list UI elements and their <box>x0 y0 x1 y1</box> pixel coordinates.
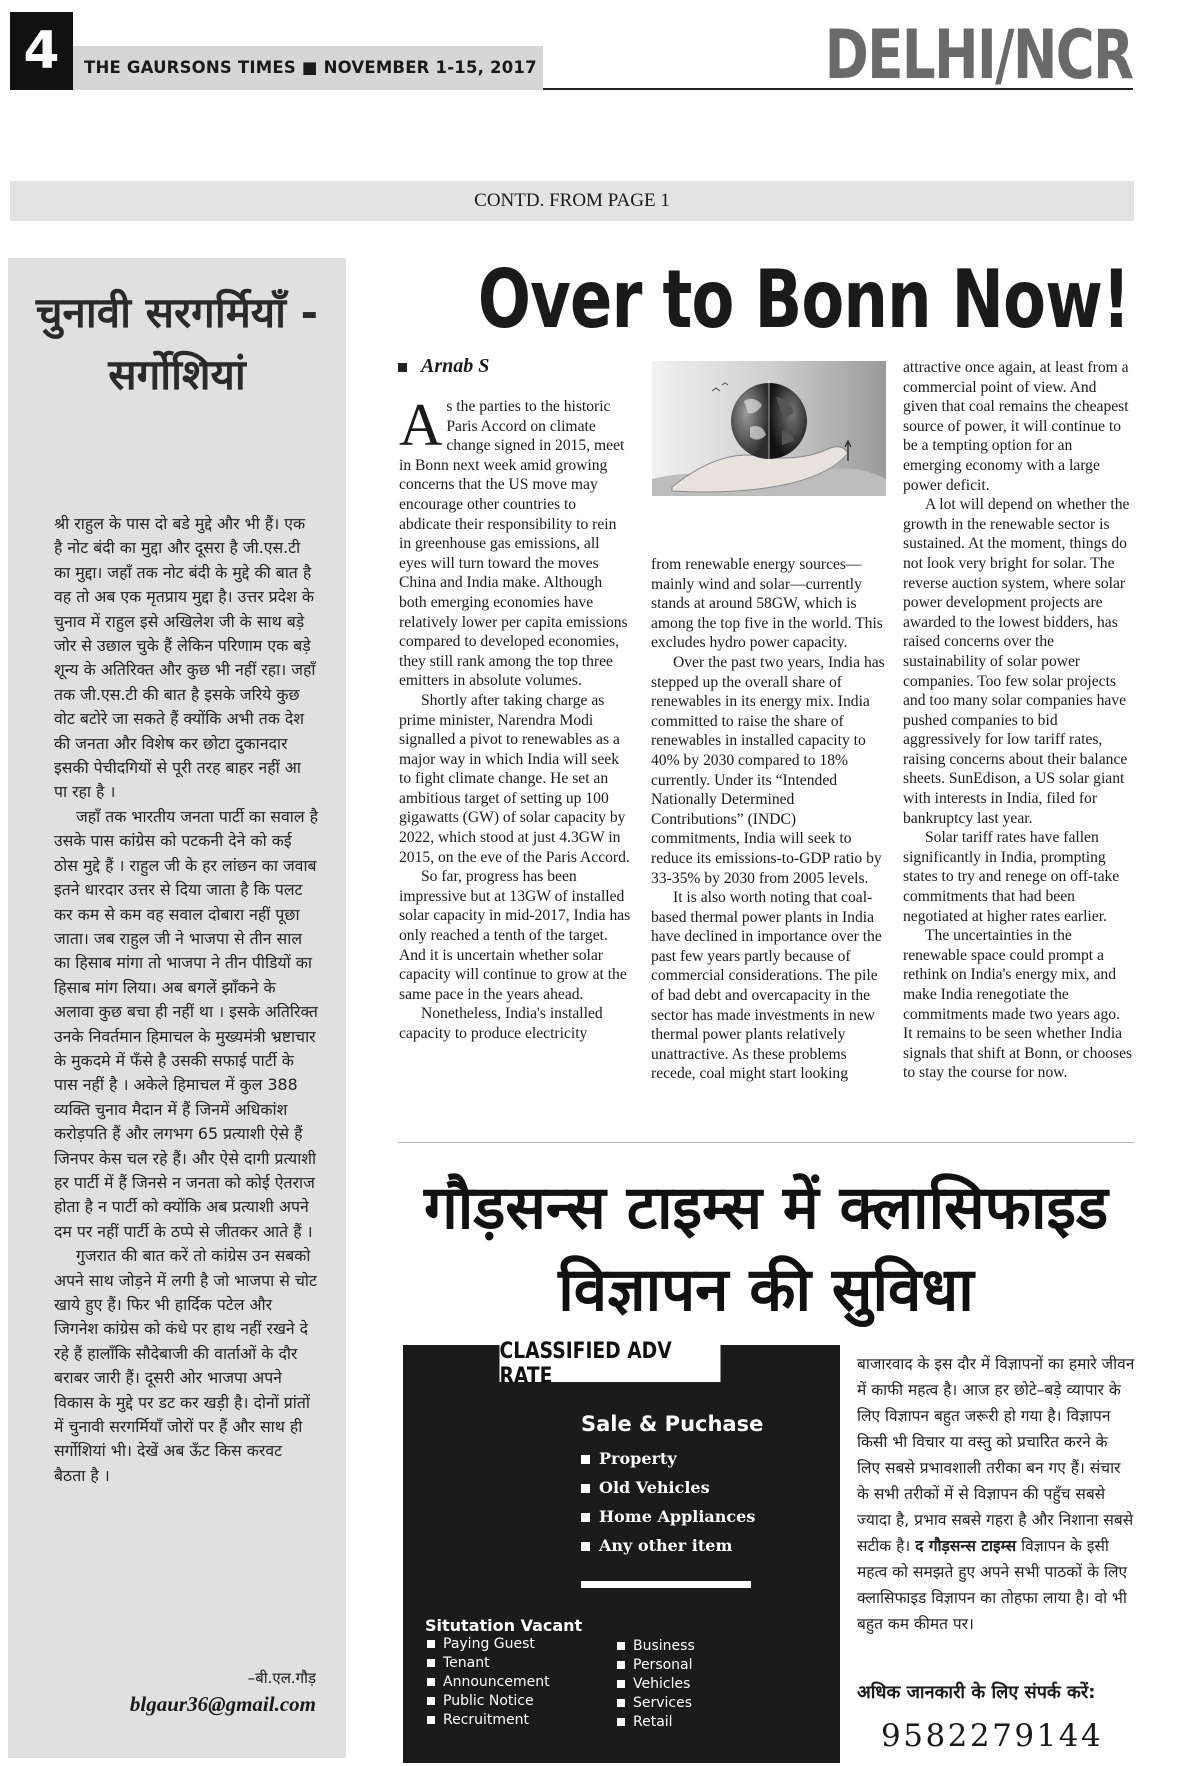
promo-line-2: विज्ञापन की सुविधा <box>558 1255 974 1325</box>
bullet-icon <box>581 1455 590 1464</box>
article-paragraph: Over the past two years, India has stepped up the overall share of renewables in its energy mix. India committed to raise the share of renewables in installed capacity to 40% by 2030 compared to 18% currently. Under its “Intended Nationally Determined Contributions” (INDC) commitments, India will seek to reduce its emissions-to-GDP ratio by 33-35% by 2030 from 2005 levels. <box>651 653 885 887</box>
list-item: Home Appliances <box>581 1502 755 1531</box>
ad-tail: विज्ञापन के इसी महत्व को समझते हुए अपने सभी पाठकों के लिए क्लासिफाइड विज्ञापन का तोहफा लाया है। वो भी बहुत कम कीमत पर। <box>857 1537 1128 1633</box>
article-headline: Over to Bonn Now! <box>477 253 1130 346</box>
ad-body: बाजारवाद के इस दौर में विज्ञापनों का हमारे जीवन में काफी महत्व है। आज हर छोटे–बड़े व्यापार के लिए विज्ञापन बहुत जरूरी हो गया है। विज्ञापन किसी भी विचार या वस्तु को प्रचारित करने के लिए सबसे प्रभावशाली तरीका बन गए हैं। संचार के सभी तरीकों में से विज्ञापन की पहुँच सबसे ज्यादा है, प्रभाव सबसे गहरा है और निशाना सबसे सटीक है। <box>857 1355 1135 1555</box>
section-divider <box>398 1142 1134 1143</box>
situation-list-right <box>617 1637 695 1732</box>
situation-list-left <box>427 1635 550 1730</box>
column-email[interactable]: blgaur36@gmail.com <box>129 1692 316 1716</box>
page-number: 4 <box>10 12 73 90</box>
byline-bullet <box>398 363 407 372</box>
bullet-icon <box>617 1642 625 1650</box>
list-item: Business <box>617 1637 695 1656</box>
earth-in-hands-image <box>652 361 886 496</box>
article-paragraph: from renewable energy sources—mainly wind and solar—currently stands at around 58GW, which is among the top five in the world. This excludes hydro power capacity. <box>651 556 883 652</box>
sale-purchase-title: Sale & Puchase <box>581 1412 764 1436</box>
list-item: Announcement <box>427 1673 550 1692</box>
bullet-icon <box>427 1640 435 1648</box>
list-item: Personal <box>617 1656 695 1675</box>
classified-description <box>857 1351 1135 1637</box>
bullet-icon <box>581 1513 590 1522</box>
article-column-3 <box>903 358 1133 1083</box>
column-heading: चुनावी सरगर्मियाँ - सर्गोशियां <box>35 288 319 399</box>
ad-brand: द गौड़सन्स टाइम्स <box>915 1537 1017 1555</box>
article-paragraph: So far, progress has been impressive but at 13GW of installed solar capacity in mid-2017, India has only reached a tenth of the target. And it is uncertain whether solar capacity will continue to grow at the same pace in the years ahead. <box>399 868 631 1003</box>
classified-divider <box>581 1581 751 1588</box>
article-column-2 <box>651 555 885 1084</box>
publication-line: THE GAURSONS TIMES ■ NOVEMBER 1-15, 2017 <box>84 58 537 77</box>
article-column-1 <box>399 392 631 1044</box>
article-paragraph: Nonetheless, India's installed capacity to produce electricity <box>399 1005 603 1042</box>
list-item: Services <box>617 1694 695 1713</box>
article-paragraph: The uncertainties in the renewable space could prompt a rethink on India's energy mix, and make India renegotiate the commitments made two years ago. It remains to be seen whether India signals that shift at Bonn, or chooses to stay the course for now. <box>903 927 1133 1082</box>
article-paragraph: Shortly after taking charge as prime minister, Narendra Modi signalled a pivot to renewables as a major way in which India will seek to fight climate change. He set an ambitious target of setting up 100 gigawatts (GW) of solar capacity by 2022, which stood at just 4.3GW in 2015, on the eve of the Paris Accord. <box>399 691 630 866</box>
column-body <box>54 512 318 1488</box>
region-title: DELHI/NCR <box>824 16 1132 95</box>
list-item: Property <box>581 1444 755 1473</box>
column-paragraph: श्री राहुल के पास दो बडे मुद्दे और भी हैं। एक है नोट बंदी का मुद्दा और दूसरा है जी.एस.टी का मुद्दा। जहाँ तक नोट बंदी के मुद्दे की बात है वह तो अब एक मृतप्राय मुद्दा है। उत्तर प्रदेश के चुनाव में राहुल इसे अखिलेश जी के साथ बड़े जोर से उछाल चुके हैं लेकिन परिणाम एक बड़े शून्य के अतिरिक्त और कुछ भी नहीं रहा। जहाँ तक जी.एस.टी की बात है इसके जरिये कुछ वोट बटोरे जा सकते हैं क्योंकि अभी तक देश की जनता और विशेष कर छोटा दुकानदार इसकी पेचीदगियों से पूरी तरह बाहर नहीं आ पा रहा है । <box>54 514 316 802</box>
article-paragraph: attractive once again, at least from a commercial point of view. And given that coal remains the cheapest source of power, it will continue to be a tempting option for an emerging economy with a large power deficit. <box>903 359 1129 494</box>
list-item: Recruitment <box>427 1711 550 1730</box>
earth-illustration <box>652 361 886 496</box>
contact-phone[interactable]: 9582279144 <box>881 1718 1104 1754</box>
classified-promo-heading <box>398 1167 1134 1331</box>
bullet-icon <box>581 1484 590 1493</box>
list-item: Old Vehicles <box>581 1473 755 1502</box>
bullet-icon <box>427 1678 435 1686</box>
column-paragraph: गुजरात की बात करें तो कांग्रेस उन सबको अपने साथ जोड़ने में लगी है जो भाजपा से चोट खाये हुए हैं। फिर भी हार्दिक पटेल और जिगनेश कांग्रेस को कंधे पर हाथ नहीं रखने दे रहे हैं हालाँकि सौदेबाजी की वार्ताओं के दौर बराबर जारी हैं। दूसरी ओर भाजपा अपने विकास के मुद्दे पर डट कर खड़ी है। दोनों प्रांतों में चुनावी सरगर्मियाँ जोरों पर हैं और साथ ही सर्गोशियां भी। देखें अब ऊँट किस करवट बैठता है । <box>54 1246 317 1485</box>
article-paragraph: As the parties to the historic Paris Accord on climate change signed in 2015, meet in Bonn next week amid growing concerns that the US move may encourage other countries to abdicate their responsibility to rein in greenhouse gas emissions, all eyes will turn toward the moves China and India make. Although both emerging economies have relatively lower per capita emissions compared to developed economies, they still rank among the top three emitters in absolute volumes. <box>399 392 628 690</box>
bullet-icon <box>617 1718 625 1726</box>
drop-cap: A <box>399 392 443 458</box>
sale-purchase-list <box>581 1444 755 1560</box>
classified-rate-title: CLASSIFIED ADV RATE <box>500 1345 721 1382</box>
list-item: Retail <box>617 1713 695 1732</box>
article-paragraph: It is also worth noting that coal-based thermal power plants in India have declined in importance over the past few years partly because of commercial considerations. The pile of bad debt and overcapacity in the sector has made investments in new thermal power plants relatively unattractive. As these problems recede, coal might start looking <box>651 889 882 1083</box>
bullet-icon <box>617 1661 625 1669</box>
bullet-icon <box>427 1716 435 1724</box>
list-item: Public Notice <box>427 1692 550 1711</box>
list-item: Any other item <box>581 1531 755 1560</box>
column-signature: –बी.एल.गौड़ <box>247 1669 316 1687</box>
continued-banner <box>10 181 1134 221</box>
article-byline <box>398 355 489 378</box>
bullet-icon <box>581 1542 590 1551</box>
article-paragraph: A lot will depend on whether the growth in the renewable sector is sustained. At the moment, things do not look very bright for solar. The reverse auction system, where solar power development projects are awarded to the lowest bidders, has raised concerns over the sustainability of solar power companies. Too few solar projects and too many solar companies have pushed companies to bid aggressively for low tariff rates, raising concerns about their balance sheets. SunEdison, a US solar giant with interests in India, filed for bankruptcy last year. <box>903 496 1130 827</box>
column-paragraph: जहाँ तक भारतीय जनता पार्टी का सवाल है उसके पास कांग्रेस को पटकनी देने को कई ठोस मुद्दे हैं । राहुल जी के हर लांछन का जवाब इतने धारदार उत्तर से दिया जाता है कि पलट कर कम से कम वह सवाल दोबारा नहीं पूछा जाता। जब राहुल जी ने भाजपा से तीन साल का हिसाब मांगा तो भाजपा ने तीन पीडियों का हिसाब मांग लिया। अब बगलें झाँकने के अलावा कुछ बचा ही नहीं था । इसके अतिरिक्त उनके निवर्तमान हिमाचल के मुख्यमंत्री भ्रष्टाचार के मुकदमे में फँसे है उसकी सफाई पार्टी के पास नहीं है । अकेले हिमाचल में कुल 388 व्यक्ति चुनाव मैदान में हैं जिनमें अधिकांश करोड़पति हैं और लगभग 65 प्रत्याशी ऐसे हैं जिनपर केस चल रहे हैं। और ऐसे दागी प्रत्याशी हर पार्टी में हैं जिनसे न जनता को कोई ऐतराज होता है न पार्टी को क्योंकि अब प्रत्याशी अपने दम पर नहीं पार्टी के ठप्पे से जीतकर आते हैं । <box>54 806 318 1241</box>
list-item: Vehicles <box>617 1675 695 1694</box>
article-paragraph: Solar tariff rates have fallen significantly in India, prompting states to try and renege on off-take commitments that had been negotiated at higher rates earlier. <box>903 829 1120 925</box>
contact-label: अधिक जानकारी के लिए संपर्क करें: <box>857 1682 1096 1703</box>
bullet-icon <box>617 1699 625 1707</box>
byline-name: Arnab S <box>421 355 490 377</box>
situation-vacant-title: Situtation Vacant <box>425 1616 583 1635</box>
continued-label: CONTD. FROM PAGE 1 <box>474 190 670 211</box>
list-item: Tenant <box>427 1654 550 1673</box>
bullet-icon <box>427 1697 435 1705</box>
promo-line-1: गौड़सन्स टाइम्स में क्लासिफाइड <box>423 1173 1109 1243</box>
bullet-icon <box>617 1680 625 1688</box>
bullet-icon <box>427 1659 435 1667</box>
list-item: Paying Guest <box>427 1635 550 1654</box>
